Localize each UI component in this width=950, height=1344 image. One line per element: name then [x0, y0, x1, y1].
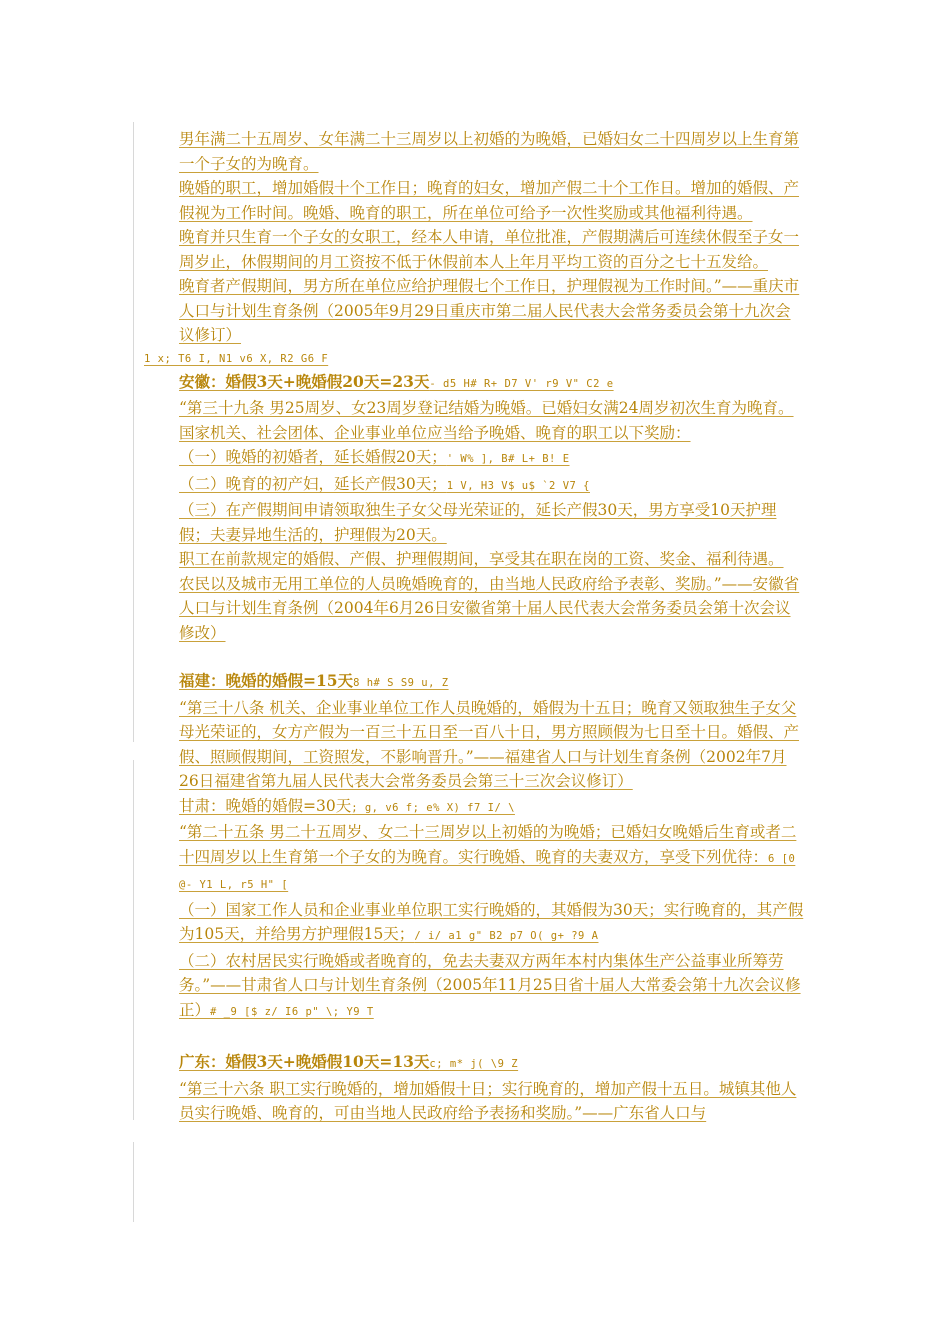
item-text: （一）晚婚的初婚者，延长婚假20天； [179, 448, 447, 466]
noise-text: c; m* j( \9 Z [429, 1058, 519, 1070]
paragraph: 国家机关、社会团体、企业事业单位应当给予晚婚、晚育的职工以下奖励： [179, 423, 691, 442]
item-text: （一）国家工作人员和企业事业单位职工实行晚婚的，其婚假为30天；实行晚育的，其产假为105天，并给男方护理假15天； [179, 900, 804, 943]
list-item [144, 472, 806, 499]
paragraph: 农民以及城市无用工单位的人员晚婚晚育的，由当地人民政府给予表彰、奖励。”——安徽省人口与计划生育条例（2004年6月26日安徽省第十届人民代表大会常务委员会第十次会议修改） [179, 574, 800, 642]
noise-text: 1 x; T6 I, N1 v6 X, R2 G6 F [144, 352, 329, 365]
paragraph: 男年满二十五周岁、女年满二十三周岁以上初婚的为晚婚，已婚妇女二十四周岁以上生育第一个子女的为晚育。 [179, 130, 800, 173]
paragraph: 晚育并只生育一个子女的女职工，经本人申请，单位批准，产假期满后可连续休假至子女一周岁止，休假期间的月工资按不低于休假前本人上年月平均工资的百分之七十五发给。 [179, 228, 800, 271]
noise-text: # _9 [$ z/ I6 p" \; Y9 T [210, 1005, 374, 1018]
paragraph: 职工在前款规定的婚假、产假、护理假期间，享受其在职在岗的工资、奖金、福利待遇。 [179, 550, 784, 568]
noise-text: 1 V, H3 V$ u$ `2 V7 { [446, 479, 590, 492]
heading-text: 甘肃：晚婚的婚假=30天 [179, 796, 352, 815]
section-heading-gansu [144, 794, 806, 821]
noise-text: - d5 H# R+ D7 V' r9 V" C2 e [429, 377, 614, 390]
noise-text: / i/ a1 g" B2 p7 O( g+ ?9 A [414, 930, 599, 942]
heading-text: 福建：晚婚的婚假=15天 [179, 671, 354, 690]
heading-text: 广东：婚假3天+晚婚假10天=13天 [179, 1052, 430, 1071]
list-item [144, 898, 806, 949]
paragraph: 晚婚的职工，增加婚假十个工作日；晚育的妇女，增加产假二十个工作日。增加的婚假、产假视为工作时间。晚婚、晚育的职工，所在单位可给予一次性奖励或其他福利待遇。 [179, 179, 800, 222]
page-margin-line [133, 122, 134, 742]
list-item [144, 445, 806, 472]
paragraph: “第三十九条 男25周岁、女23周岁登记结婚为晚婚。已婚妇女满24周岁初次生育为晚育。 [179, 399, 794, 417]
item-text: （二）农村居民实行晚婚或者晚育的，免去夫妻双方两年本村内集体生产公益事业所筹劳务。”——甘肃省人口与计划生育条例（2005年11月25日省十届人大常委会第十九次会议修正） [179, 951, 801, 1019]
paragraph [144, 820, 806, 898]
paragraph: “第三十六条 职工实行晚婚的，增加婚假十日；实行晚育的，增加产假十五日。城镇其他人员实行晚婚、晚育的，可由当地人民政府给予表扬和奖励。”——广东省人口与 [179, 1079, 797, 1122]
noise-text: 6 [0 @- Y1 L, r5 H" [ [179, 852, 796, 891]
paragraph: 晚育者产假期间，男方所在单位应给护理假七个工作日，护理假视为工作时间。”——重庆市人口与计划生育条例（2005年9月29日重庆市第二届人民代表大会常务委员会第十九次会议修订） [179, 277, 800, 344]
item-text: （二）晚育的初产妇，延长产假30天； [179, 474, 447, 493]
section-heading-fujian [144, 669, 806, 696]
list-item: （三）在产假期间申请领取独生子女父母光荣证的，延长产假30天，男方享受10天护理假；夫妻异地生活的，护理假为20天。 [179, 501, 777, 544]
heading-text: 安徽：婚假3天+晚婚假20天=23天 [179, 371, 430, 391]
spacer [144, 1024, 806, 1050]
noise-text: 8 h# S S9 u, Z [353, 677, 449, 689]
paragraph-text: “第二十五条 男二十五周岁、女二十三周岁以上初婚的为晚婚；已婚妇女晚婚后生育或者二十四周岁以上生育第一个子女的为晚育。实行晚婚、晚育的夫妻双方，享受下列优待： [179, 823, 797, 866]
spacer [144, 645, 806, 669]
list-item [144, 949, 806, 1025]
paragraph: “第三十八条 机关、企业事业单位工作人员晚婚的，婚假为十五日；晚育又领取独生子女父母光荣证的，女方产假为一百三十五日至一百八十日，男方照顾假为七日至十日。婚假、产假、照顾假期间，工资照发，不影响晋升。”——福建省人口与计划生育条例（2002年7月26日福建省第九届人民代表大会常务委员会第三十三次会议修订） [179, 698, 800, 790]
page-margin-line [133, 1142, 134, 1222]
noise-text: ; g, v6 f; e% X) f7 I/ \ [351, 801, 515, 814]
page-margin-line [133, 760, 134, 1120]
section-heading-guangdong [144, 1050, 806, 1077]
noise-text: ' W% ], B# L+ B! E [446, 453, 570, 465]
section-heading-anhui [144, 370, 806, 397]
document-body [144, 127, 806, 1126]
